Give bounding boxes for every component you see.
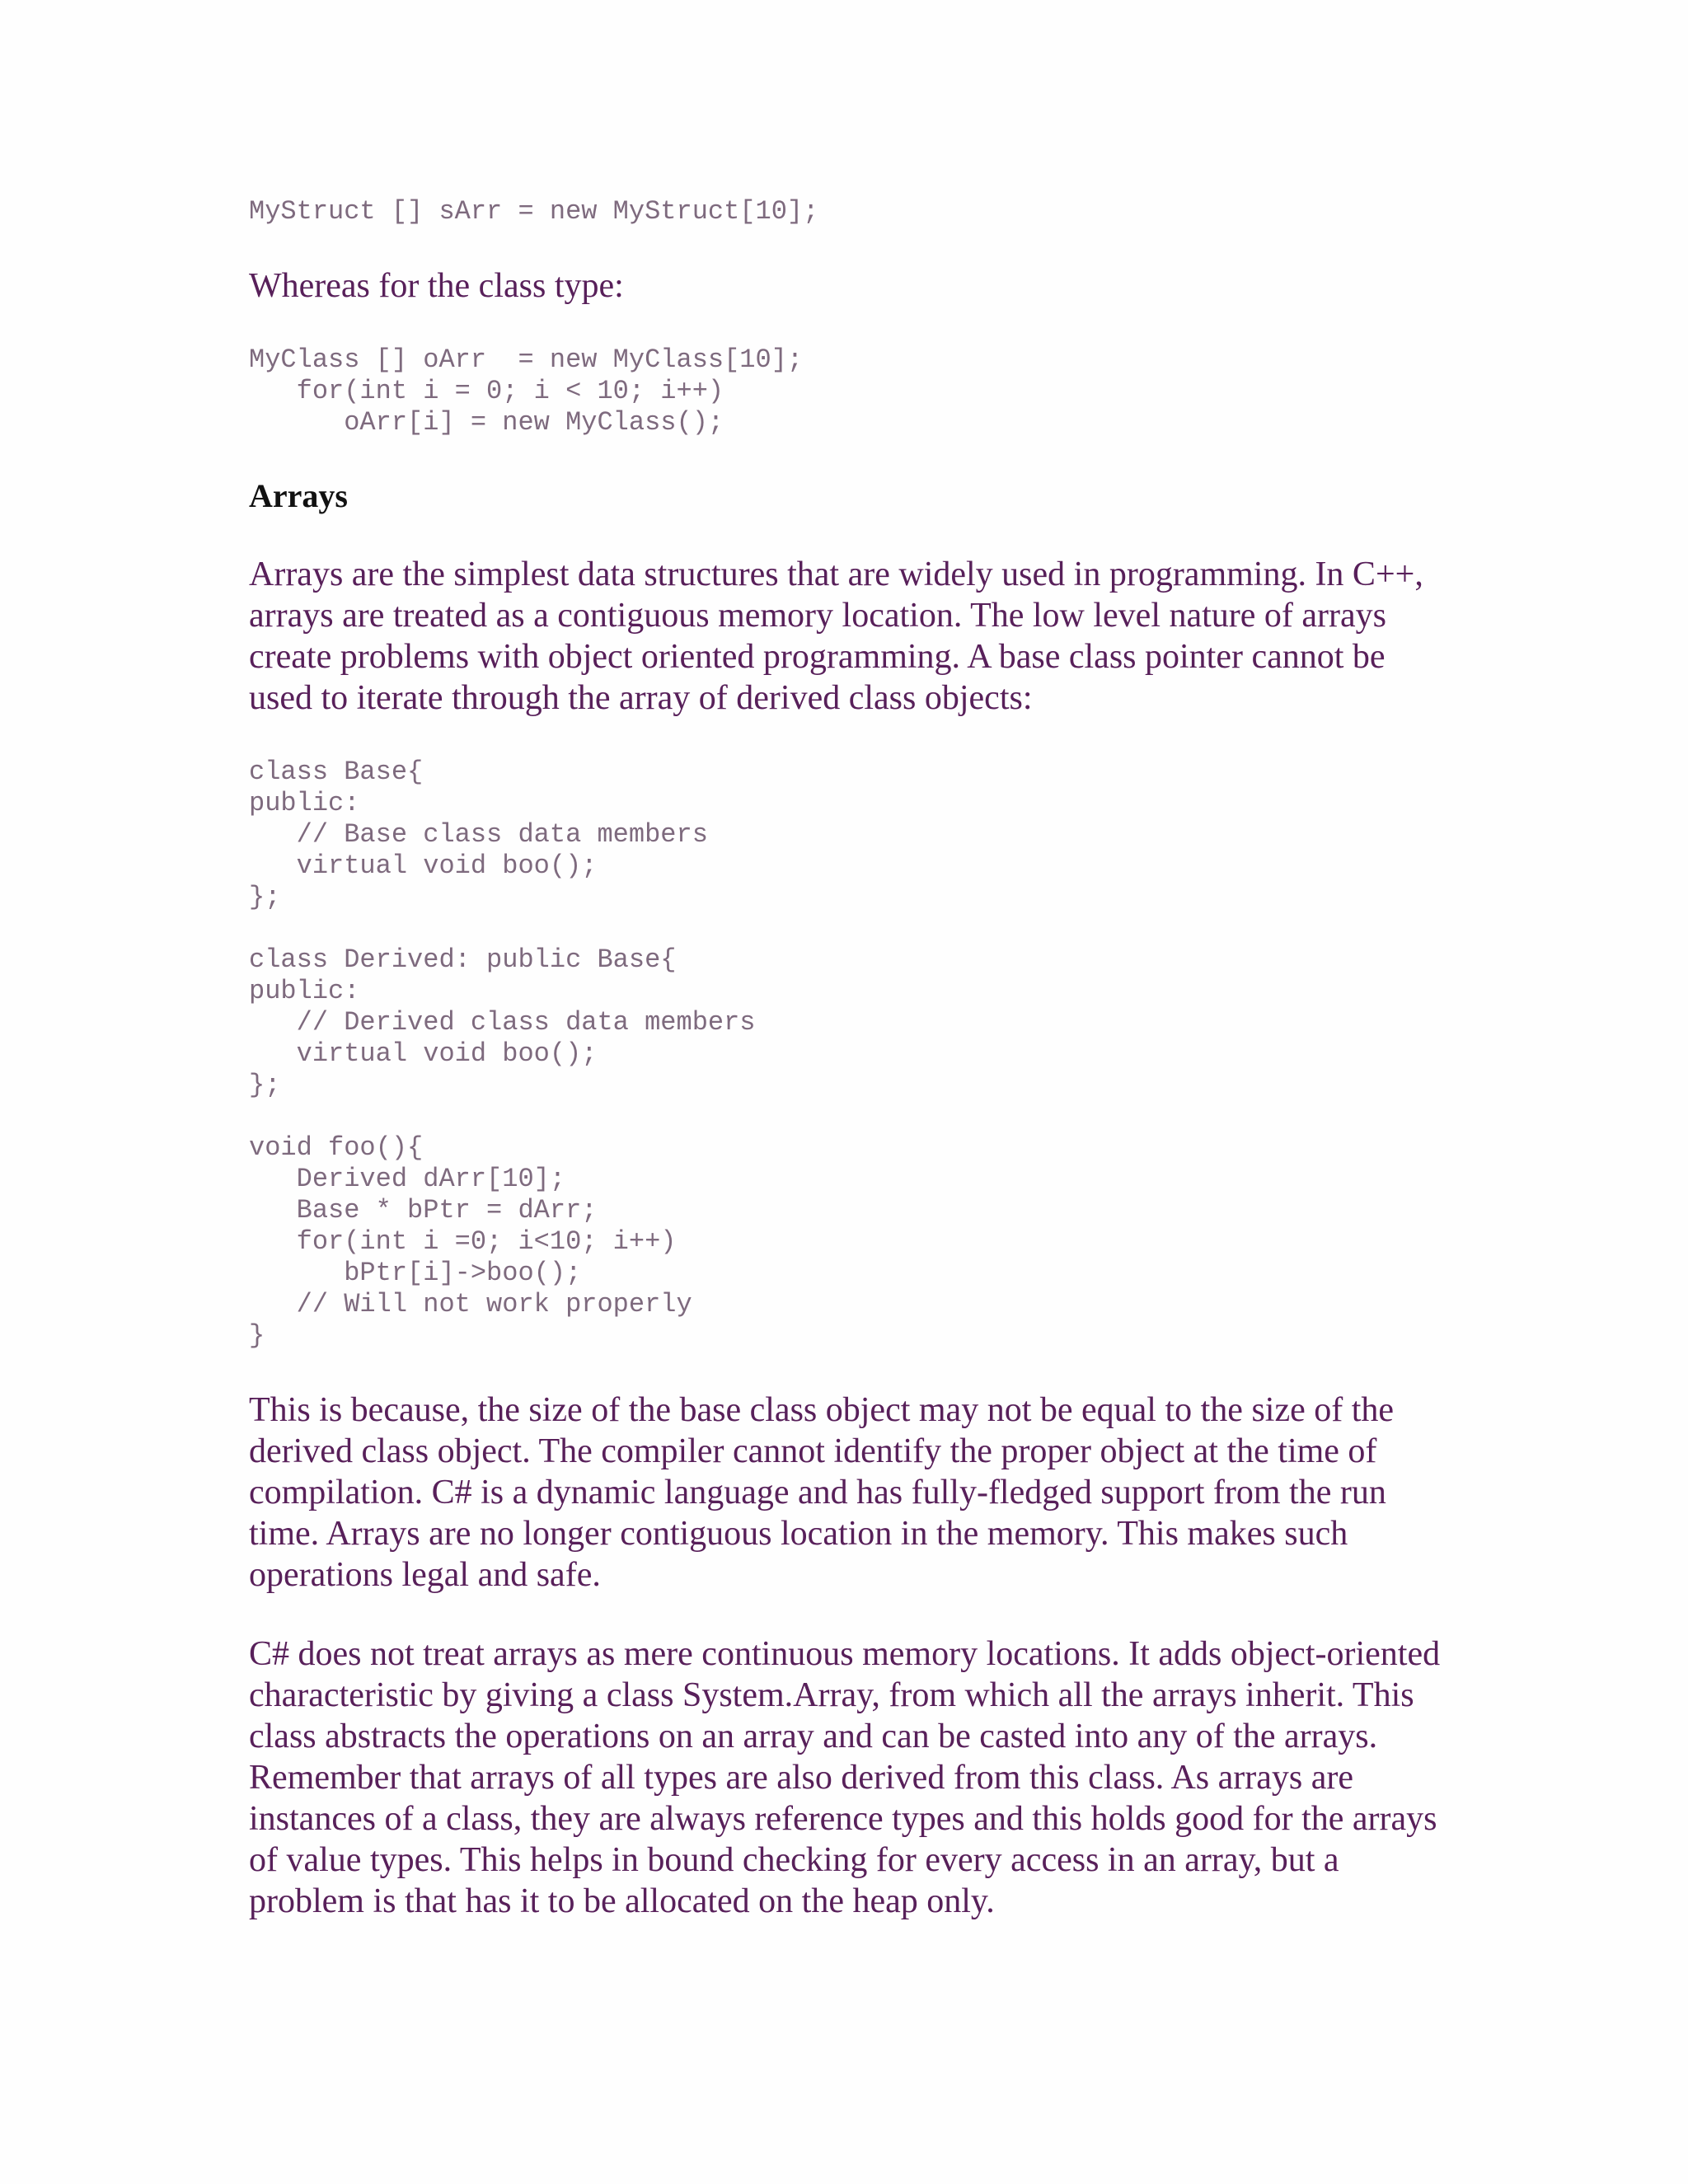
paragraph-size-explanation: This is because, the size of the base class object may not be equal to the size of the derived class object. The compiler cannot identify the proper object at the time of compilation. C# is a dynamic language and has fully-fledged support from the run time. Arrays are no longer contiguous location in the memory. This makes such operations legal and safe. [249,1391,1395,1594]
code-block-struct-array: MyStruct [] sArr = new MyStruct[10]; [249,196,819,227]
paragraph-arrays-intro: Arrays are the simplest data structures that are widely used in programming. In C++, arrays are treated as a contiguous memory location. The low level nature of arrays create problems with object oriented programming. A base class pointer cannot be used to iterate through the array of derived class objects: [249,555,1423,717]
paragraph-system-array: C# does not treat arrays as mere continuous memory locations. It adds object-oriented characteristic by giving a class System.Array, from which all the arrays inherit. This class abstracts the operations on an array and can be casted into any of the arrays. Remember that arrays of all types are also derived from this class. As arrays are instances of a class, they are always reference types and this holds good for the arrays of value types. This helps in bound checking for every access in an array, but a problem is that has it to be allocated on the heap only. [249,1635,1441,1920]
section-heading-arrays: Arrays [249,477,348,514]
code-block-base-derived: class Base{ public: // Base class data members virtual void boo(); }; class Derived: public Base{ public: // Derived class data members virtual void boo(); }; void foo(){ Derived dArr[10]; Base * bPtr = dArr; for(int i =0; i<10; i++) bPtr[i]->boo(); // Will not work properly } [249,757,756,1351]
document-content [249,196,1452,1922]
paragraph-class-type-intro: Whereas for the class type: [249,267,624,305]
code-block-class-array: MyClass [] oArr = new MyClass[10]; for(int i = 0; i < 10; i++) oArr[i] = new MyClass(); [249,344,804,438]
